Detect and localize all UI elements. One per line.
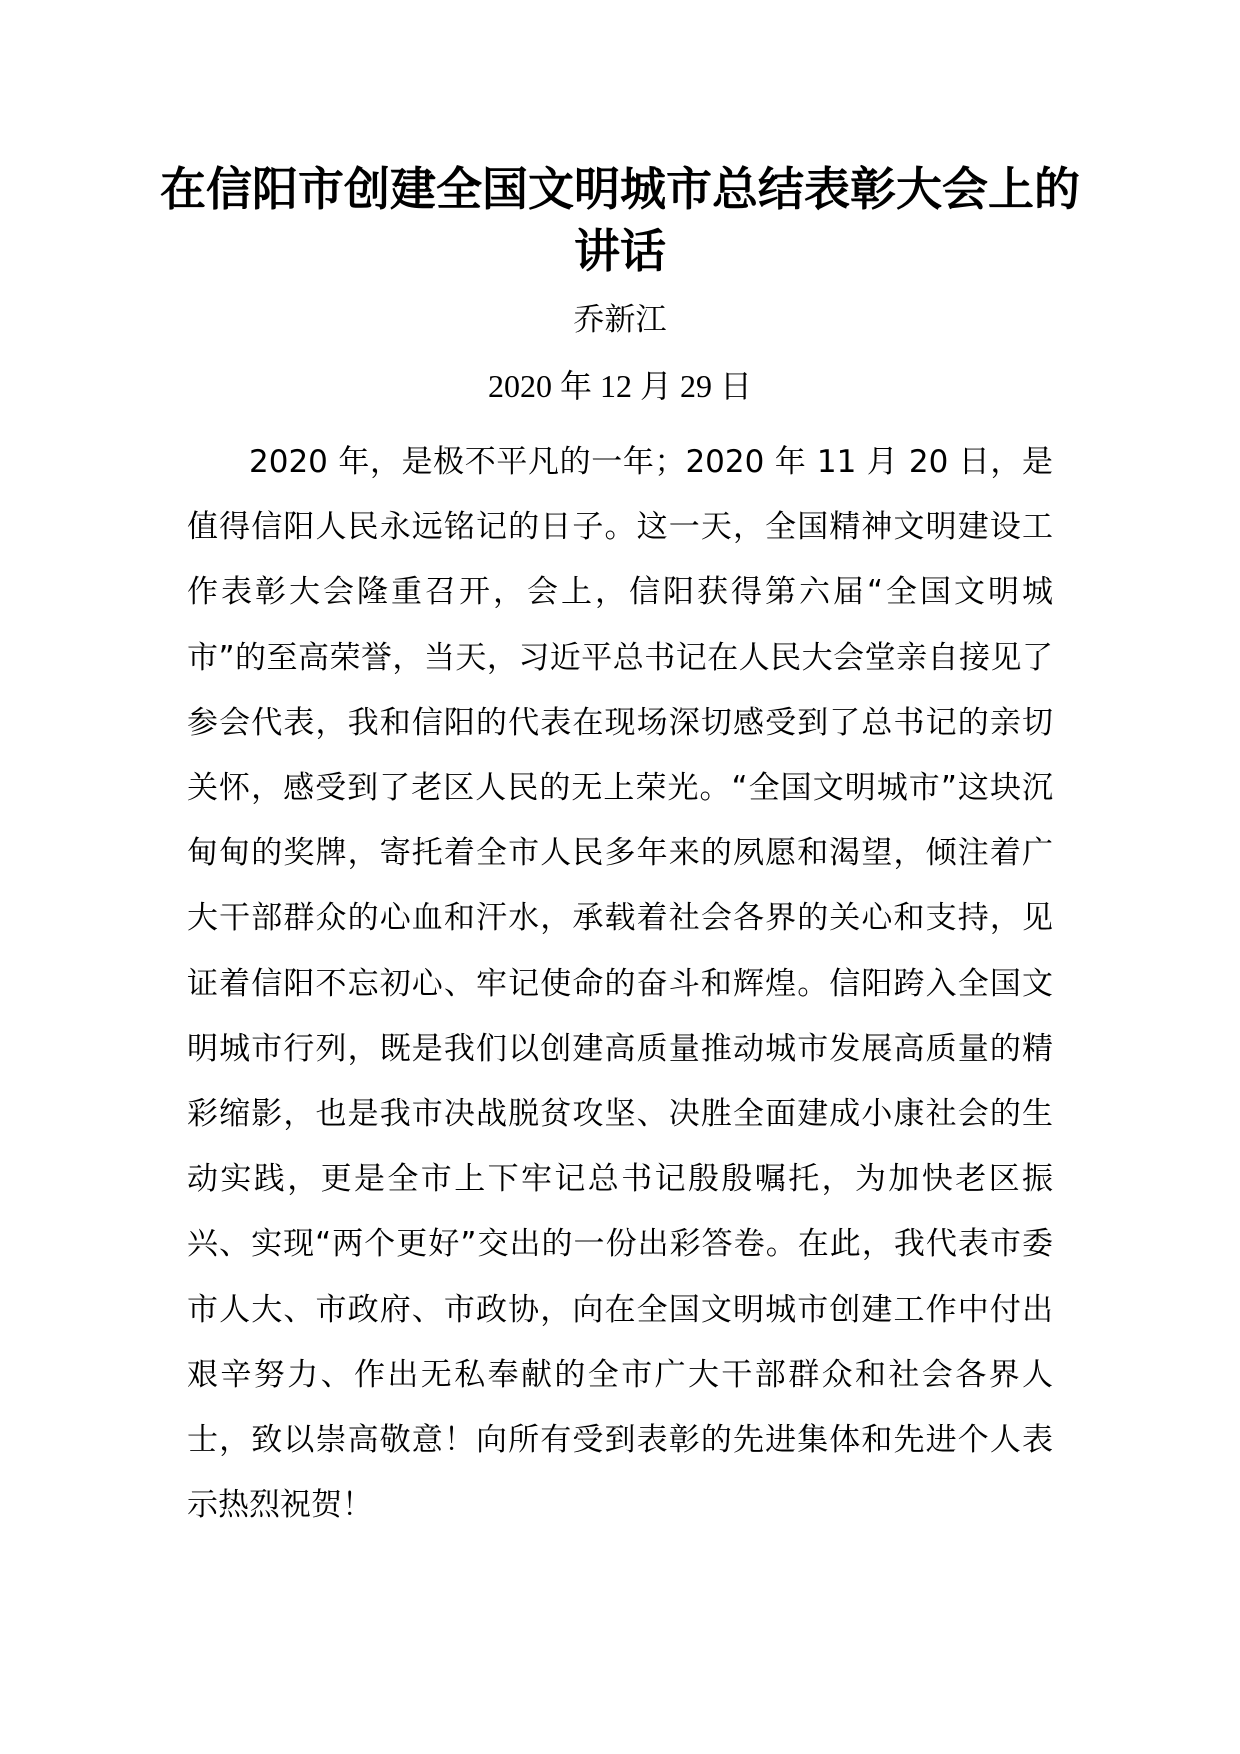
document-title: 在信阳市创建全国文明城市总结表彰大会上的讲话 xyxy=(160,162,1080,278)
document-author: 乔新江 xyxy=(573,302,667,338)
document-date: 2020 年 12 月 29 日 xyxy=(487,368,752,404)
body-paragraph: 2020 年，是极不平凡的一年；2020 年 11 月 20 日，是值得信阳人民永远铭记的日子。这一天，全国精神文明建设工作表彰大会隆重召开，会上，信阳获得第六届“全国文明城市”的至高荣誉，当天，习近平总书记在人民大会堂亲自接见了参会代表，我和信阳的代表在现场深切感受到了总书记的亲切关怀，感受到了老区人民的无上荣光。“全国文明城市”这块沉甸甸的奖牌，寄托着全市人民多年来的夙愿和渴望，倾注着广大干部群众的心血和汗水，承载着社会各界的关心和支持，见证着信阳不忘初心、牢记使命的奋斗和辉煌。信阳跨入全国文明城市行列，既是我们以创建高质量推动城市发展高质量的精彩缩影，也是我市决战脱贫攻坚、决胜全面建成小康社会的生动实践，更是全市上下牢记总书记殷殷嘱托，为加快老区振兴、实现“两个更好”交出的一份出彩答卷。在此，我代表市委市人大、市政府、市政协，向在全国文明城市创建工作中付出艰辛努力、作出无私奉献的全市广大干部群众和社会各界人士，致以崇高敬意！向所有受到表彰的先进集体和先进个人表示热烈祝贺！ xyxy=(187,444,1053,1524)
